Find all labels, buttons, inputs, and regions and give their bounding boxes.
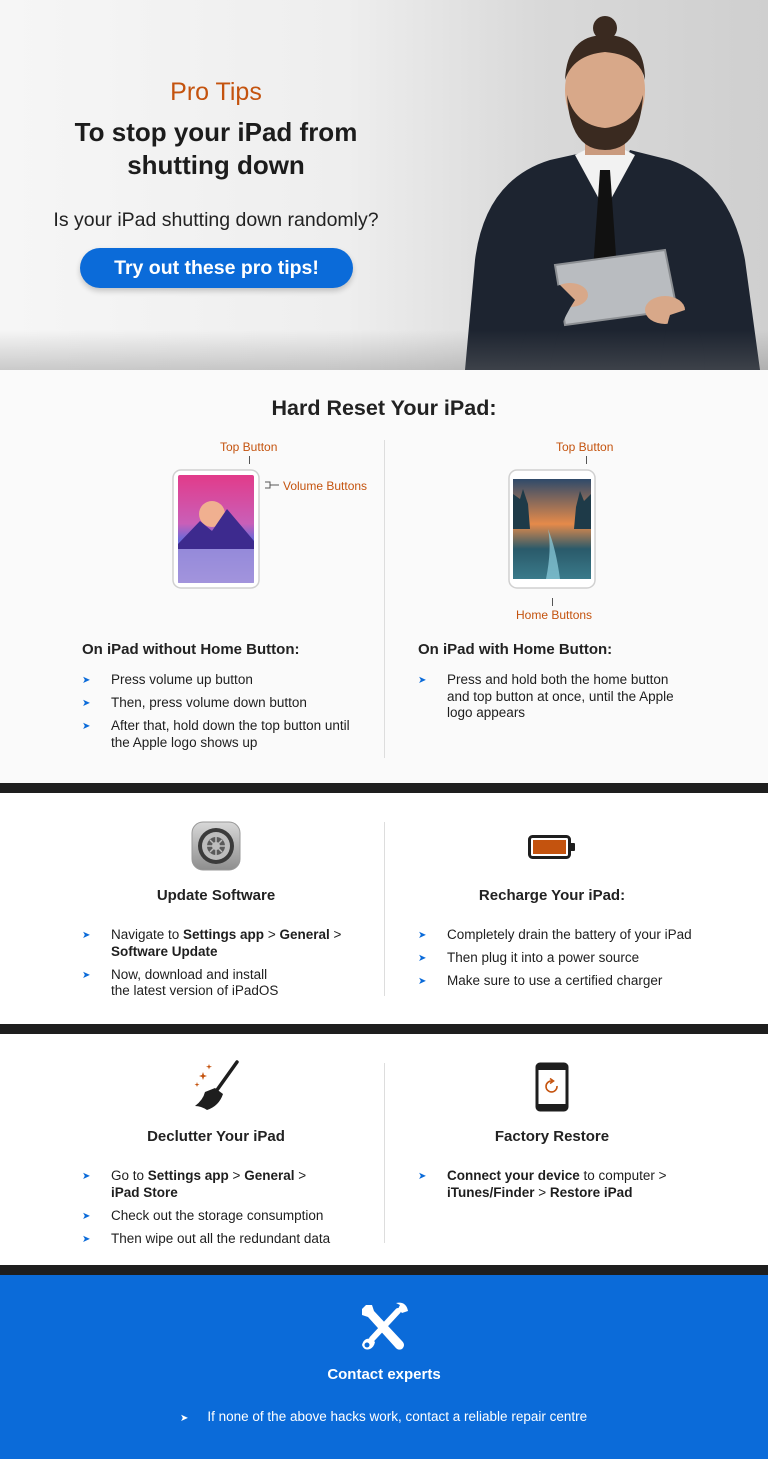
list-item: ➤ Press volume up button xyxy=(82,672,367,689)
factory-restore-steps xyxy=(418,1168,688,1208)
ipad-with-home-image xyxy=(508,469,596,589)
hero-eyebrow: Pro Tips xyxy=(170,78,262,106)
phone-restore-icon xyxy=(535,1062,569,1112)
top-button-tick xyxy=(249,456,250,464)
list-item: ➤ Now, download and install the latest version of iPadOS xyxy=(82,966,279,998)
factory-restore-title: Factory Restore xyxy=(494,1128,610,1145)
recharge-steps xyxy=(418,927,718,996)
without-home-steps xyxy=(82,672,367,758)
volume-buttons-label: Volume Buttons xyxy=(283,479,368,493)
top-button-tick-right xyxy=(586,456,587,464)
list-item: ➤ Then, press volume down button xyxy=(82,695,367,712)
arrow-icon: ➤ xyxy=(418,675,427,686)
list-item: ➤ Check out the storage consumption xyxy=(82,1208,372,1225)
arrow-icon: ➤ xyxy=(82,1210,91,1222)
hero-shadow xyxy=(0,330,768,370)
broom-icon xyxy=(193,1060,241,1112)
hero-banner xyxy=(0,0,768,370)
update-software-title: Update Software xyxy=(156,887,276,904)
list-item: ➤ Press and hold both the home button and top button at once, until the Apple logo appears xyxy=(418,672,674,720)
arrow-icon: ➤ xyxy=(82,721,91,732)
list-item: ➤ Navigate to Settings app > General > Software Update xyxy=(82,927,342,959)
tools-icon xyxy=(358,1301,410,1351)
ipad-without-home-image xyxy=(172,469,260,589)
arrow-icon: ➤ xyxy=(418,1171,427,1182)
arrow-icon: ➤ xyxy=(82,1171,91,1182)
top-button-label-right: Top Button xyxy=(556,440,614,454)
list-item: ➤ After that, hold down the top button until the Apple logo shows up xyxy=(82,718,350,750)
volume-buttons-marker xyxy=(265,481,279,489)
arrow-icon: ➤ xyxy=(82,698,91,709)
list-item: ➤ Go to Settings app > General > iPad Store xyxy=(82,1168,307,1200)
declutter-steps xyxy=(82,1168,372,1254)
contact-experts-title: Contact experts xyxy=(327,1366,441,1383)
hero-question: Is your iPad shutting down randomly? xyxy=(53,209,379,231)
hard-reset-title: Hard Reset Your iPad: xyxy=(271,396,497,420)
arrow-icon: ➤ xyxy=(180,1413,189,1424)
contact-experts-section xyxy=(0,1275,768,1459)
declutter-restore-section xyxy=(0,1034,768,1265)
recharge-title: Recharge Your iPad: xyxy=(478,887,626,904)
top-button-label: Top Button xyxy=(220,440,278,454)
contact-experts-line: ➤ If none of the above hacks work, contact a reliable repair centre xyxy=(180,1409,588,1424)
home-button-tick xyxy=(552,598,553,606)
businessman-image xyxy=(455,10,768,370)
with-home-heading: On iPad with Home Button: xyxy=(418,641,613,658)
try-pro-tips-button[interactable]: Try out these pro tips! xyxy=(80,248,353,288)
column-divider xyxy=(384,822,385,996)
arrow-icon: ➤ xyxy=(82,969,91,981)
section-divider xyxy=(0,1265,768,1275)
section-divider xyxy=(0,1024,768,1034)
arrow-icon: ➤ xyxy=(418,976,427,987)
home-buttons-label: Home Buttons xyxy=(516,608,593,622)
list-item: ➤ Then plug it into a power source xyxy=(418,950,718,967)
arrow-icon: ➤ xyxy=(82,1233,91,1245)
arrow-icon: ➤ xyxy=(418,930,427,941)
arrow-icon: ➤ xyxy=(82,930,91,941)
with-home-steps xyxy=(418,672,688,728)
update-software-steps xyxy=(82,927,372,1006)
hard-reset-section xyxy=(0,370,768,783)
software-battery-section xyxy=(0,793,768,1024)
battery-icon xyxy=(528,835,576,859)
list-item: ➤ Then wipe out all the redundant data xyxy=(82,1231,372,1248)
arrow-icon: ➤ xyxy=(418,953,427,964)
list-item: ➤ Connect your device to computer > iTunes/Finder > Restore iPad xyxy=(418,1168,667,1200)
column-divider xyxy=(384,440,385,758)
hero-title: To stop your iPad from shutting down xyxy=(74,117,358,180)
settings-gear-icon xyxy=(191,821,241,871)
section-divider xyxy=(0,783,768,793)
list-item: ➤ Completely drain the battery of your iPad xyxy=(418,927,718,944)
column-divider xyxy=(384,1063,385,1243)
arrow-icon: ➤ xyxy=(82,675,91,686)
declutter-title: Declutter Your iPad xyxy=(147,1128,285,1145)
list-item: ➤ Make sure to use a certified charger xyxy=(418,973,718,990)
without-home-heading: On iPad without Home Button: xyxy=(82,641,300,658)
